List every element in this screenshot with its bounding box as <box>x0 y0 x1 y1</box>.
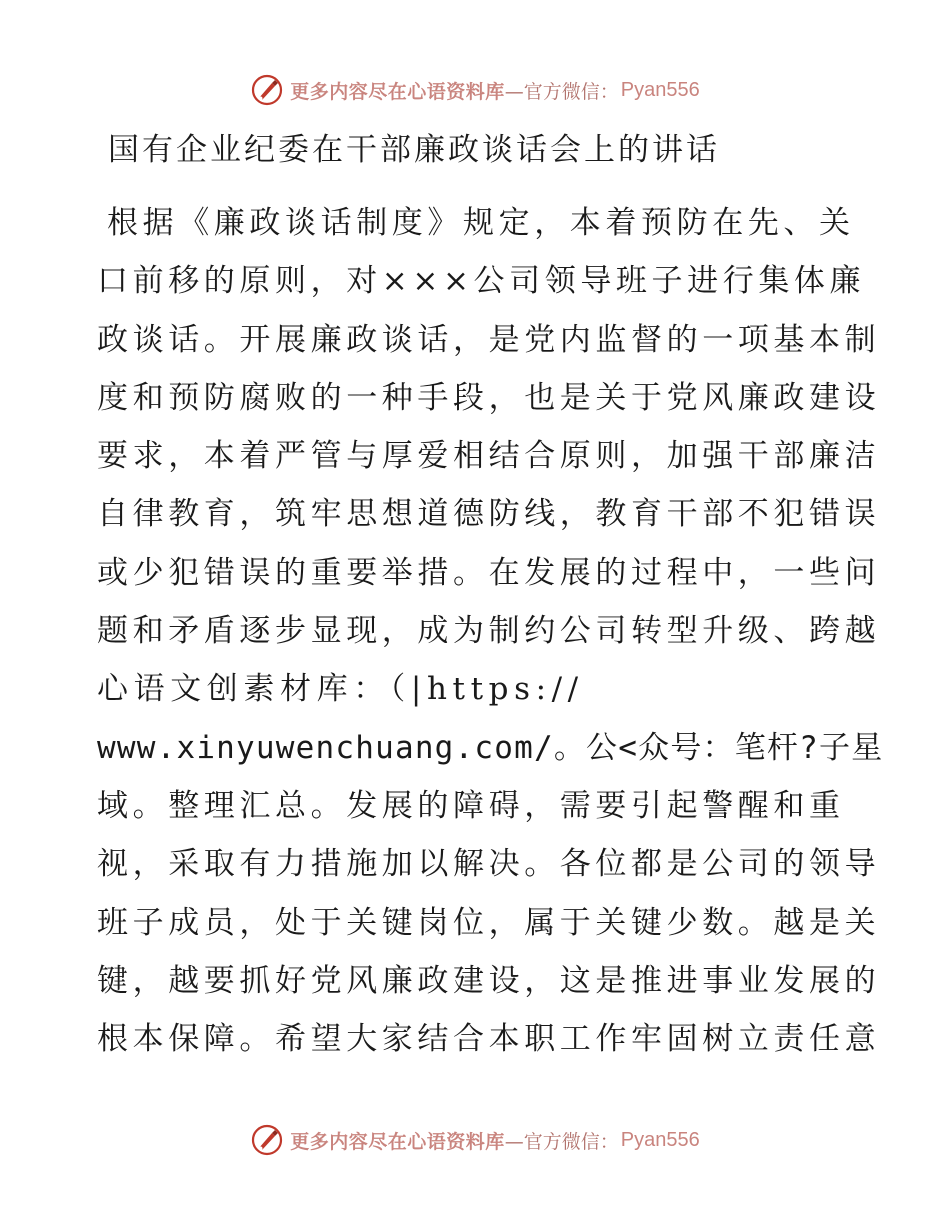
body-line-7: 或少犯错误的重要举措。在发展的过程中，一些问 <box>97 554 881 591</box>
footer-watermark-text: 更多内容尽在心语资料库 <box>290 1130 505 1153</box>
body-line-13: 班子成员，处于关键岗位，属于关键少数。越是关 <box>97 904 881 941</box>
header-watermark-subtext: —官方微信： <box>504 80 619 103</box>
pen-logo-icon <box>250 73 284 107</box>
body-line-6: 自律教育，筑牢思想道德防线，教育干部不犯错误 <box>97 496 881 533</box>
header-watermark-banner <box>0 70 950 110</box>
body-line-10-url: www.xinyuwenchuang.com/。公<众号：笔杆?子星 <box>97 729 884 766</box>
document-title: 国有企业纪委在干部廉政谈话会上的讲话 <box>108 132 720 168</box>
footer-wechat-id: Pyan556 <box>620 1128 700 1151</box>
header-watermark-text: 更多内容尽在心语资料库 <box>290 80 505 103</box>
pen-logo-icon <box>250 1123 284 1157</box>
body-line-8: 题和矛盾逐步显现，成为制约公司转型升级、跨越 <box>97 613 881 650</box>
body-line-14: 键，越要抓好党风廉政建设，这是推进事业发展的 <box>97 962 881 999</box>
header-wechat-id: Pyan556 <box>620 78 700 101</box>
body-line-5: 要求，本着严管与厚爱相结合原则，加强干部廉洁 <box>97 438 881 475</box>
body-line-2: 口前移的原则，对×××公司领导班子进行集体廉 <box>97 263 866 300</box>
document-body <box>97 194 884 1068</box>
body-line-11: 域。整理汇总。发展的障碍，需要引起警醒和重 <box>97 787 845 824</box>
body-line-1: 根据《廉政谈话制度》规定，本着预防在先、关 <box>107 205 855 241</box>
body-line-12: 视，采取有力措施加以解决。各位都是公司的领导 <box>97 846 881 883</box>
body-line-15: 根本保障。希望大家结合本职工作牢固树立责任意 <box>97 1021 881 1058</box>
body-line-9-source-link: 心语文创素材库：（|https:// <box>97 671 584 708</box>
body-line-3: 政谈话。开展廉政谈话，是党内监督的一项基本制 <box>97 321 881 358</box>
footer-watermark-subtext: —官方微信： <box>504 1130 619 1153</box>
body-line-4: 度和预防腐败的一种手段，也是关于党风廉政建设 <box>97 379 881 416</box>
footer-watermark-banner <box>0 1120 950 1160</box>
